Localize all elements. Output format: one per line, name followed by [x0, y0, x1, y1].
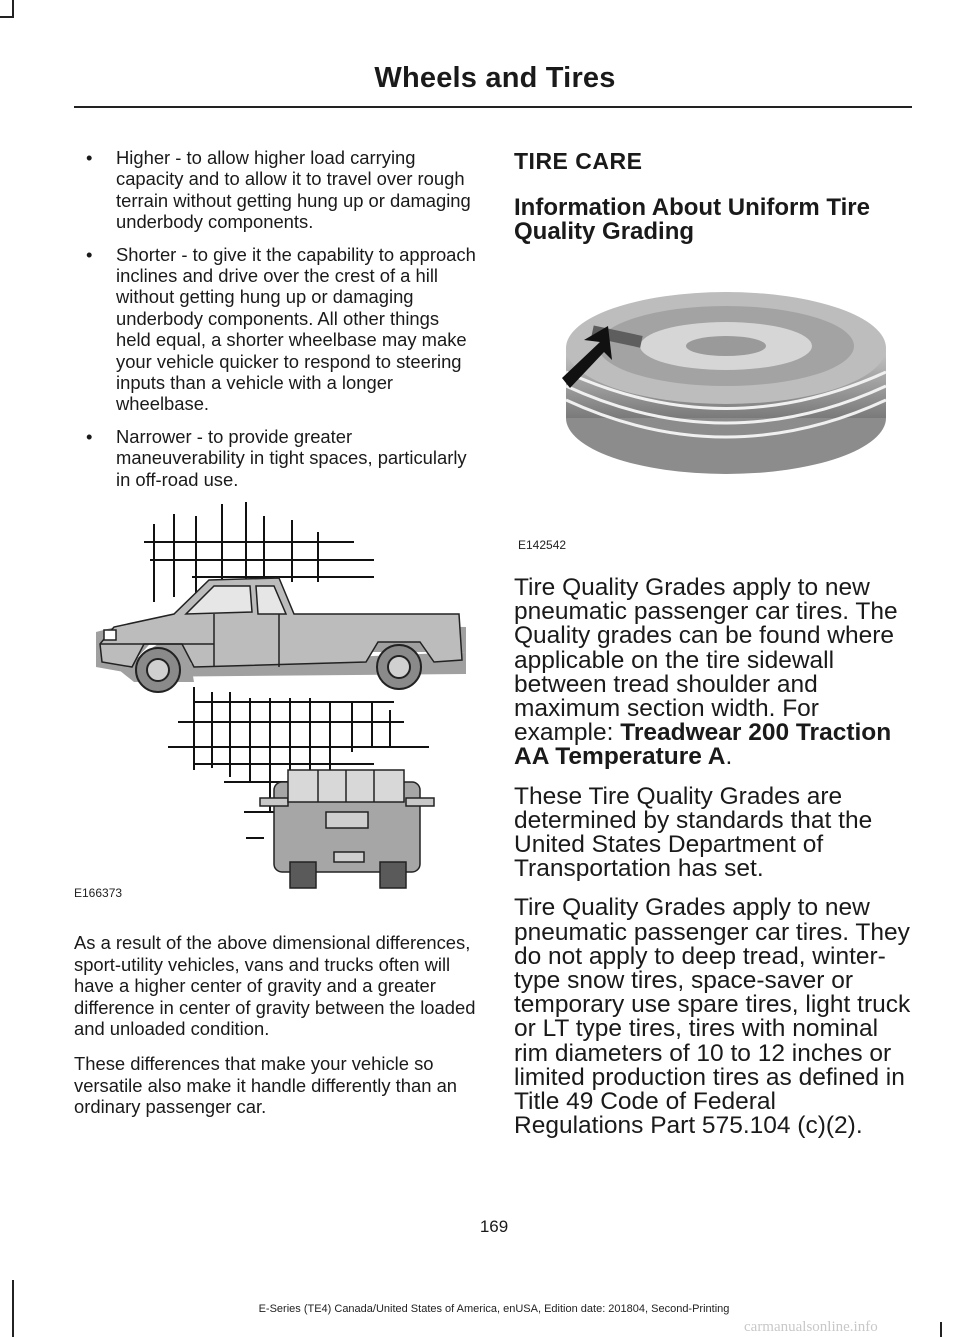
paragraph-text: Tire Quality Grades apply to new pneumatic passenger car tires. The Quality grades can be found where applicable on the tire sidewall between tread shoulder and maximum section width. For example: [514, 574, 898, 747]
bullet-marker: • [86, 425, 93, 447]
page-header-title: Wheels and Tires [374, 62, 616, 94]
paragraph-handling: These differences that make your vehicle so versatile also make it handle differently than an ordinary passenger car. [74, 1053, 458, 1118]
tire-illustration [514, 260, 912, 550]
right-column [514, 147, 912, 1153]
left-column [74, 147, 476, 1131]
truck-rear-view [260, 770, 434, 888]
paragraph-quality-grades [514, 576, 912, 770]
bullet-text: Narrower - to provide greater maneuverability in tight spaces, particularly in off-road use. [116, 425, 467, 490]
bullet-marker: • [86, 243, 93, 265]
tire-figure [514, 260, 912, 550]
paragraph-cog: As a result of the above dimensional differences, sport-utility vehicles, vans and trucks often will have a higher center of gravity and a greater difference in center of gravity between the loaded and unloaded condition. [74, 932, 476, 1040]
figure-code: E166373 [74, 886, 123, 901]
paragraph-exclusions: Tire Quality Grades apply to new pneumatic passenger car tires. They do not apply to deep tread, winter-type snow tires, space-saver or temporary use spare tires, light truck or LT type tires, tires with nominal rim diameters of 10 to 12 inches or limited production tires as defined in Title 49 Code of Federal Regulations Part 575.104 (c)(2). [514, 894, 911, 1140]
bullet-list [74, 147, 476, 490]
page-number: 169 [479, 1217, 509, 1236]
grade-example: Treadwear 200 Traction AA Temperature A [514, 719, 892, 771]
vehicle-dimensions-figure [74, 502, 476, 901]
section-title: TIRE CARE [514, 148, 643, 174]
paragraph-end: . [725, 743, 733, 771]
subsection-title: Information About Uniform Tire Quality Grading [514, 194, 870, 245]
crop-mark-top-left-h [0, 16, 14, 18]
bullet-marker: • [86, 147, 93, 168]
bullet-item-shorter [74, 244, 476, 415]
bullet-text: Higher - to allow higher load carrying capacity and to allow it to travel over rough terrain without getting hung up or damaging underbody components. [116, 147, 471, 233]
crop-mark-bottom-right-v [940, 1322, 942, 1337]
truck-illustration [74, 502, 476, 901]
header-rule [74, 106, 912, 108]
page-footer: E-Series (TE4) Canada/United States of America, enUSA, Edition date: 201804, Second-Printing [258, 1303, 730, 1315]
figure-code: E142542 [518, 538, 567, 552]
paragraph-dot-standards: These Tire Quality Grades are determined by standards that the United States Department of Transportation has set. [514, 782, 873, 883]
bullet-text: Shorter - to give it the capability to approach inclines and drive over the crest of a hill without getting hung up or damaging underbody components. All other things held equal, a shorter wheelbase may make your vehicle quicker to respond to steering inputs than a vehicle with a longer wheelbase. [116, 243, 476, 415]
bullet-item-narrower [74, 426, 476, 490]
watermark: carmanualsonline.info [744, 1319, 878, 1335]
bullet-item-higher [74, 147, 476, 233]
